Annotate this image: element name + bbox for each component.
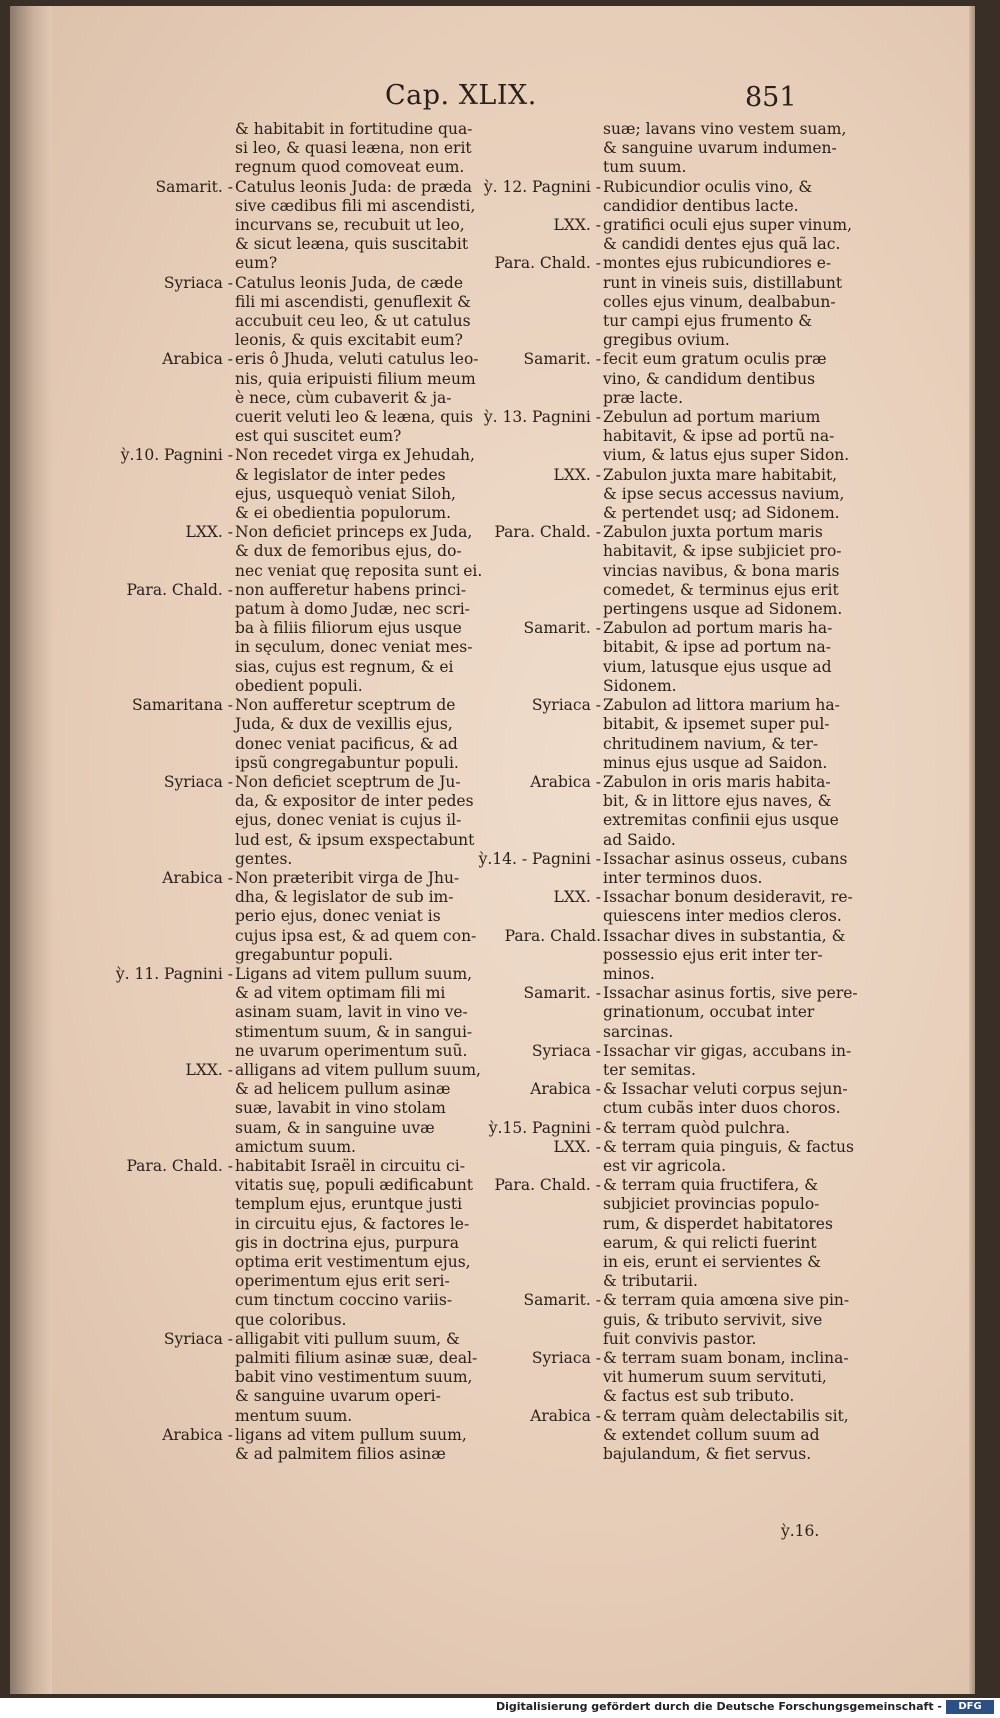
text-line: & ad helicem pullum asinæ — [235, 1080, 451, 1099]
version-text — [235, 178, 491, 274]
version-label: LXX. - — [185, 523, 233, 542]
text-line: ctum cubãs inter duos choros. — [603, 1099, 841, 1118]
text-line: & dux de femoribus ejus, do- — [235, 542, 462, 561]
text-line: accubuit ceu leo, & ut catulus — [235, 312, 471, 331]
text-line: & factus est sub tributo. — [603, 1387, 795, 1406]
text-line: candidior dentibus lacte. — [603, 196, 799, 215]
text-line: possessio ejus erit inter ter- — [603, 945, 823, 964]
version-label: Para. Chald. - — [494, 254, 601, 273]
text-line: earum, & qui relicti fuerint — [603, 1233, 817, 1252]
version-label: Samarit. - — [523, 350, 601, 369]
text-line: rum, & disperdet habitatores — [603, 1214, 833, 1233]
version-label: Para. Chald. - — [494, 1176, 601, 1195]
text-line: leonis, & quis excitabit eum? — [235, 331, 463, 350]
text-line: Zabulon in oris maris habita- — [603, 772, 831, 791]
text-line: ejus, donec veniat is cujus il- — [235, 811, 462, 830]
text-line: & terram quòd pulchra. — [603, 1118, 790, 1137]
text-line: cuerit veluti leo & leæna, quis — [235, 408, 474, 427]
text-line: è nece, cùm cubaverit & ja- — [235, 388, 452, 407]
text-line: in sęculum, donec veniat mes- — [235, 638, 473, 657]
version-text — [235, 350, 491, 446]
version-entry — [463, 350, 863, 408]
version-text — [603, 984, 863, 1042]
text-line: habitavit, & ipse ad portũ na- — [603, 427, 835, 446]
version-text — [603, 696, 863, 773]
version-entry — [463, 696, 863, 773]
version-text — [603, 1119, 863, 1138]
text-line: & ipse secus accessus navium, — [603, 484, 845, 503]
text-line: ipsũ congregabuntur populi. — [235, 753, 459, 772]
version-entry — [463, 1042, 863, 1080]
text-line: bit, & in littore ejus naves, & — [603, 792, 832, 811]
version-label: Para. Chald. — [504, 926, 601, 945]
text-line: donec veniat pacificus, & ad — [235, 734, 458, 753]
version-entry — [106, 1426, 491, 1464]
version-label: Syriaca - — [531, 1349, 601, 1367]
text-line: cum tinctum coccino variis- — [235, 1291, 453, 1310]
text-line: & terram quia fructifera, & — [603, 1176, 819, 1195]
text-line: incurvans se, recubuit ut leo, — [235, 216, 465, 235]
text-line: Rubicundior oculis vino, & — [603, 177, 813, 196]
text-line: Ligans ad vitem pullum suum, — [235, 964, 473, 983]
version-label: Para. Chald. - — [126, 1156, 233, 1175]
right-column — [463, 120, 863, 1464]
version-entry — [106, 446, 491, 523]
text-line: runt in vineis suis, distillabunt — [603, 273, 843, 292]
version-label: Syriaca - — [531, 696, 601, 715]
text-line: & legislator de inter pedes — [235, 465, 446, 484]
text-line: chritudinem navium, & ter- — [603, 734, 819, 753]
text-line: non aufferetur habens princi- — [235, 580, 467, 599]
text-line: Juda, & dux de vexillis ejus, — [235, 715, 453, 734]
text-line: grinationum, occubat inter — [603, 1003, 815, 1022]
version-text — [603, 1138, 863, 1176]
text-line: suam, & in sanguine uvæ — [235, 1118, 435, 1137]
text-line: habitabit Israël in circuitu ci- — [235, 1156, 465, 1175]
text-line: subjiciet provincias populo- — [603, 1195, 820, 1214]
text-line: Issachar asinus osseus, cubans — [603, 849, 848, 868]
version-label: Arabica - — [530, 772, 601, 791]
text-line: est vir agricola. — [603, 1156, 727, 1175]
text-line: Sidonem. — [603, 676, 677, 695]
text-line: & ad palmitem filios asinæ — [235, 1445, 446, 1464]
text-line: bitabit, & ipsemet super pul- — [603, 715, 830, 734]
text-line: alligabit viti pullum suum, & — [235, 1329, 460, 1348]
text-line: ad Saido. — [603, 830, 676, 849]
version-text — [603, 350, 863, 408]
text-line: patum à domo Judæ, nec scri- — [235, 600, 470, 619]
text-line: tum suum. — [603, 158, 687, 177]
version-label: Samarit. - — [523, 984, 601, 1003]
footer-credit: Digitalisierung gefördert durch die Deutsche Forschungsgemeinschaft - — [495, 1700, 942, 1713]
text-line: & extendet collum suum ad — [603, 1425, 820, 1444]
version-label — [463, 120, 601, 178]
text-line: colles ejus vinum, dealbabun- — [603, 292, 836, 311]
version-text — [603, 888, 863, 926]
version-text — [603, 466, 863, 524]
version-entry — [106, 120, 491, 178]
text-line: stimentum suum, & in sangui- — [235, 1022, 473, 1041]
text-line: templum ejus, eruntque justi — [235, 1195, 463, 1214]
version-entry — [463, 984, 863, 1042]
text-line: Non aufferetur sceptrum de — [235, 696, 456, 715]
text-line: Issachar dives in substantia, & — [603, 926, 846, 945]
text-line: vium, latusque ejus usque ad — [603, 657, 832, 676]
text-line: & sanguine uvarum indumen- — [603, 139, 837, 158]
text-line: ter semitas. — [603, 1060, 696, 1079]
text-line: vitatis suę, populi ædificabunt — [235, 1176, 474, 1195]
text-line: suæ; lavans vino vestem suam, — [603, 120, 847, 138]
version-entry — [463, 408, 863, 466]
version-text — [603, 850, 863, 888]
text-line: Zabulon juxta portum maris — [603, 523, 823, 542]
text-line: pertingens usque ad Sidonem. — [603, 600, 843, 619]
text-line: vino, & candidum dentibus — [603, 369, 816, 388]
version-text — [235, 869, 491, 965]
text-line: & ad vitem optimam fili mi — [235, 984, 446, 1003]
version-label: LXX. - — [553, 216, 601, 235]
version-entry — [463, 178, 863, 216]
version-entry — [463, 619, 863, 696]
text-line: nec veniat quę reposita sunt ei. — [235, 561, 483, 580]
version-entry — [463, 927, 863, 985]
version-text — [235, 773, 491, 869]
text-line: obedient populi. — [235, 676, 363, 695]
text-line: Non præteribit virga de Jhu- — [235, 868, 460, 887]
footer-bar — [0, 1698, 1000, 1718]
text-line: dha, & legislator de sub im- — [235, 888, 454, 907]
version-entry — [106, 178, 491, 274]
version-entry — [106, 696, 491, 773]
text-line: ne uvarum operimentum suũ. — [235, 1041, 468, 1060]
text-line: & ei obedientia populorum. — [235, 504, 452, 523]
version-entry — [463, 850, 863, 888]
version-text — [235, 965, 491, 1061]
version-entry — [463, 1138, 863, 1176]
version-entry — [463, 1176, 863, 1291]
version-entry — [463, 773, 863, 850]
version-entry — [463, 120, 863, 178]
text-line: eris ô Jhuda, veluti catulus leo- — [235, 350, 479, 369]
text-line: babit vino vestimentum suum, — [235, 1368, 473, 1387]
version-text — [603, 523, 863, 619]
version-label: ỳ. 11. Pagnini - — [115, 964, 233, 983]
text-line: eum? — [235, 254, 278, 273]
text-line: inter terminos duos. — [603, 868, 763, 887]
text-line: alligans ad vitem pullum suum, — [235, 1060, 481, 1079]
text-line: asinam suam, lavit in vino ve- — [235, 1003, 468, 1022]
version-label: Samarit. - — [523, 1291, 601, 1310]
version-text — [603, 254, 863, 350]
version-label: LXX. - — [185, 1060, 233, 1079]
version-text — [603, 927, 863, 985]
text-line: fecit eum gratum oculis præ — [603, 350, 827, 369]
left-column — [106, 120, 491, 1464]
version-entry — [106, 869, 491, 965]
text-line: gentes. — [235, 849, 293, 868]
text-line: perio ejus, donec veniat is — [235, 907, 441, 926]
text-line: & tributarii. — [603, 1272, 698, 1291]
version-text — [603, 1042, 863, 1080]
text-line: operimentum ejus erit seri- — [235, 1272, 450, 1291]
version-entry — [106, 965, 491, 1061]
version-label: LXX. - — [553, 1137, 601, 1156]
text-line: bajulandum, & fiet servus. — [603, 1445, 812, 1464]
text-line: minus ejus usque ad Saidon. — [603, 753, 828, 772]
version-entry — [463, 466, 863, 524]
text-line: vit humerum suum servituti, — [603, 1368, 827, 1387]
text-line: & terram suam bonam, inclina- — [603, 1349, 849, 1367]
version-text — [603, 1080, 863, 1118]
text-line: Non deficiet sceptrum de Ju- — [235, 772, 461, 791]
version-entry — [106, 581, 491, 696]
text-line: sias, cujus est regnum, & ei — [235, 657, 454, 676]
text-line: & pertendet usq; ad Sidonem. — [603, 504, 840, 523]
text-line: optima erit vestimentum ejus, — [235, 1252, 471, 1271]
text-line: lud est, & ipsum exspectabunt — [235, 830, 475, 849]
text-line: vincias navibus, & bona maris — [603, 561, 840, 580]
version-label: Samarit. - — [155, 177, 233, 196]
version-entry — [106, 523, 491, 581]
page-number: 851 — [745, 82, 797, 113]
text-line: ejus, usquequò veniat Siloh, — [235, 484, 456, 503]
version-text — [235, 1157, 491, 1330]
version-text — [235, 1330, 491, 1426]
version-text — [603, 1291, 863, 1349]
text-line: Zabulon juxta mare habitabit, — [603, 465, 838, 484]
version-text — [603, 120, 863, 178]
text-line: Catulus leonis Juda: de præda — [235, 177, 473, 196]
version-label: ỳ. 12. Pagnini - — [483, 177, 601, 196]
text-line: ba à filiis filiorum ejus usque — [235, 619, 462, 638]
text-line: & sanguine uvarum operi- — [235, 1387, 441, 1406]
text-line: in eis, erunt ei servientes & — [603, 1252, 822, 1271]
text-line: guis, & tributo servivit, sive — [603, 1310, 823, 1329]
text-line: est qui suscitet eum? — [235, 427, 402, 446]
version-text — [235, 446, 491, 523]
version-entry — [463, 1407, 863, 1465]
text-line: & candidi dentes ejus quã lac. — [603, 235, 841, 254]
text-line: & terram quàm delectabilis sit, — [603, 1406, 849, 1425]
version-entry — [463, 1119, 863, 1138]
version-text — [603, 408, 863, 466]
text-line: habitavit, & ipse subjiciet pro- — [603, 542, 842, 561]
page-gutter — [10, 6, 52, 1694]
text-line: bitabit, & ipse ad portum na- — [603, 638, 832, 657]
version-text — [235, 1426, 491, 1464]
version-label: LXX. - — [553, 465, 601, 484]
version-entry — [463, 1080, 863, 1118]
text-line: præ lacte. — [603, 388, 684, 407]
version-text — [235, 523, 491, 581]
version-label: Arabica - — [162, 350, 233, 369]
text-line: Catulus leonis Juda, de cæde — [235, 273, 463, 292]
text-line: amictum suum. — [235, 1137, 356, 1156]
text-line: suæ, lavabit in vino stolam — [235, 1099, 446, 1118]
version-label: LXX. - — [553, 888, 601, 907]
text-line: in circuitu ejus, & factores le- — [235, 1214, 470, 1233]
version-entry — [463, 1349, 863, 1407]
text-line: & terram quia amœna sive pin- — [603, 1291, 850, 1310]
text-line: fili mi ascendisti, genuflexit & — [235, 292, 471, 311]
version-label: ỳ. 13. Pagnini - — [483, 408, 601, 427]
version-entry — [463, 216, 863, 254]
text-line: mentum suum. — [235, 1406, 353, 1425]
version-text — [235, 581, 491, 696]
text-line: gratifici oculi ejus super vinum, — [603, 216, 853, 235]
version-text — [235, 696, 491, 773]
version-text — [603, 619, 863, 696]
text-line: extremitas confinii ejus usque — [603, 811, 839, 830]
text-line: quiescens inter medios cleros. — [603, 907, 842, 926]
version-label: ỳ.10. Pagnini - — [120, 446, 233, 465]
version-text — [603, 178, 863, 216]
version-label: Syriaca - — [531, 1041, 601, 1060]
version-entry — [106, 1330, 491, 1426]
text-line: minos. — [603, 964, 655, 983]
catchword: ỳ.16. — [781, 1522, 820, 1540]
version-label: Syriaca - — [163, 273, 233, 292]
text-line: tur campi ejus frumento & — [603, 312, 813, 331]
text-line: sarcinas. — [603, 1022, 674, 1041]
version-text — [235, 274, 491, 351]
text-line: palmiti filium asinæ suæ, deal- — [235, 1349, 478, 1367]
text-line: Zabulon ad portum maris ha- — [603, 619, 833, 638]
text-line: montes ejus rubicundiores e- — [603, 254, 832, 273]
text-line: si leo, & quasi leæna, non erit — [235, 139, 472, 158]
version-text — [235, 120, 491, 178]
text-line: cujus ipsa est, & ad quem con- — [235, 926, 477, 945]
version-label: Arabica - — [162, 1425, 233, 1444]
version-label: Para. Chald. - — [494, 523, 601, 542]
text-line: & sicut leæna, quis suscitabit — [235, 235, 469, 254]
version-entry — [106, 773, 491, 869]
version-label: Para. Chald. - — [126, 580, 233, 599]
version-entry — [106, 350, 491, 446]
version-label: Samarit. - — [523, 619, 601, 638]
text-line: da, & expositor de inter pedes — [235, 792, 474, 811]
version-label: Arabica - — [530, 1406, 601, 1425]
text-line: Zebulun ad portum marium — [603, 408, 821, 427]
version-label: ỳ.14. - Pagnini - — [478, 849, 601, 868]
version-label: Syriaca - — [163, 772, 233, 791]
text-line: & terram quia pinguis, & factus — [603, 1137, 854, 1156]
version-text — [603, 1407, 863, 1465]
version-entry — [106, 274, 491, 351]
version-label — [106, 120, 233, 178]
text-line: gregibus ovium. — [603, 331, 730, 350]
version-text — [603, 1176, 863, 1291]
text-line: sive cædibus fili mi ascendisti, — [235, 196, 476, 215]
chapter-heading: Cap. XLIX. — [385, 80, 537, 111]
version-entry — [463, 1291, 863, 1349]
book-page — [10, 6, 975, 1694]
version-label: Arabica - — [162, 868, 233, 887]
text-line: ligans ad vitem pullum suum, — [235, 1425, 467, 1444]
version-entry — [463, 888, 863, 926]
text-line: Issachar asinus fortis, sive pere- — [603, 984, 858, 1003]
text-line: vium, & latus ejus super Sidon. — [603, 446, 850, 465]
dfg-logo: DFG — [946, 1700, 994, 1714]
version-entry — [463, 523, 863, 619]
text-line: comedet, & terminus ejus erit — [603, 580, 839, 599]
text-line: & habitabit in fortitudine qua- — [235, 120, 473, 138]
version-label: ỳ.15. Pagnini - — [488, 1118, 601, 1137]
text-line: fuit convivis pastor. — [603, 1329, 757, 1348]
text-line: Non recedet virga ex Jehudah, — [235, 446, 475, 465]
version-entry — [463, 254, 863, 350]
version-label: Samaritana - — [131, 696, 233, 715]
version-entry — [106, 1061, 491, 1157]
version-text — [603, 1349, 863, 1407]
text-line: & Issachar veluti corpus sejun- — [603, 1080, 848, 1099]
version-label: Syriaca - — [163, 1329, 233, 1348]
text-line: Issachar vir gigas, accubans in- — [603, 1041, 852, 1060]
version-entry — [106, 1157, 491, 1330]
text-line: que coloribus. — [235, 1310, 347, 1329]
version-text — [235, 1061, 491, 1157]
text-line: nis, quia eripuisti filium meum — [235, 369, 476, 388]
text-line: regnum quod comoveat eum. — [235, 158, 465, 177]
page-edge — [969, 6, 975, 1694]
version-text — [603, 773, 863, 850]
text-line: Non deficiet princeps ex Juda, — [235, 523, 473, 542]
text-line: Issachar bonum desideravit, re- — [603, 888, 853, 907]
text-line: Zabulon ad littora marium ha- — [603, 696, 840, 715]
version-text — [603, 216, 863, 254]
text-line: gis in doctrina ejus, purpura — [235, 1233, 459, 1252]
version-label: Arabica - — [530, 1080, 601, 1099]
text-line: gregabuntur populi. — [235, 945, 394, 964]
